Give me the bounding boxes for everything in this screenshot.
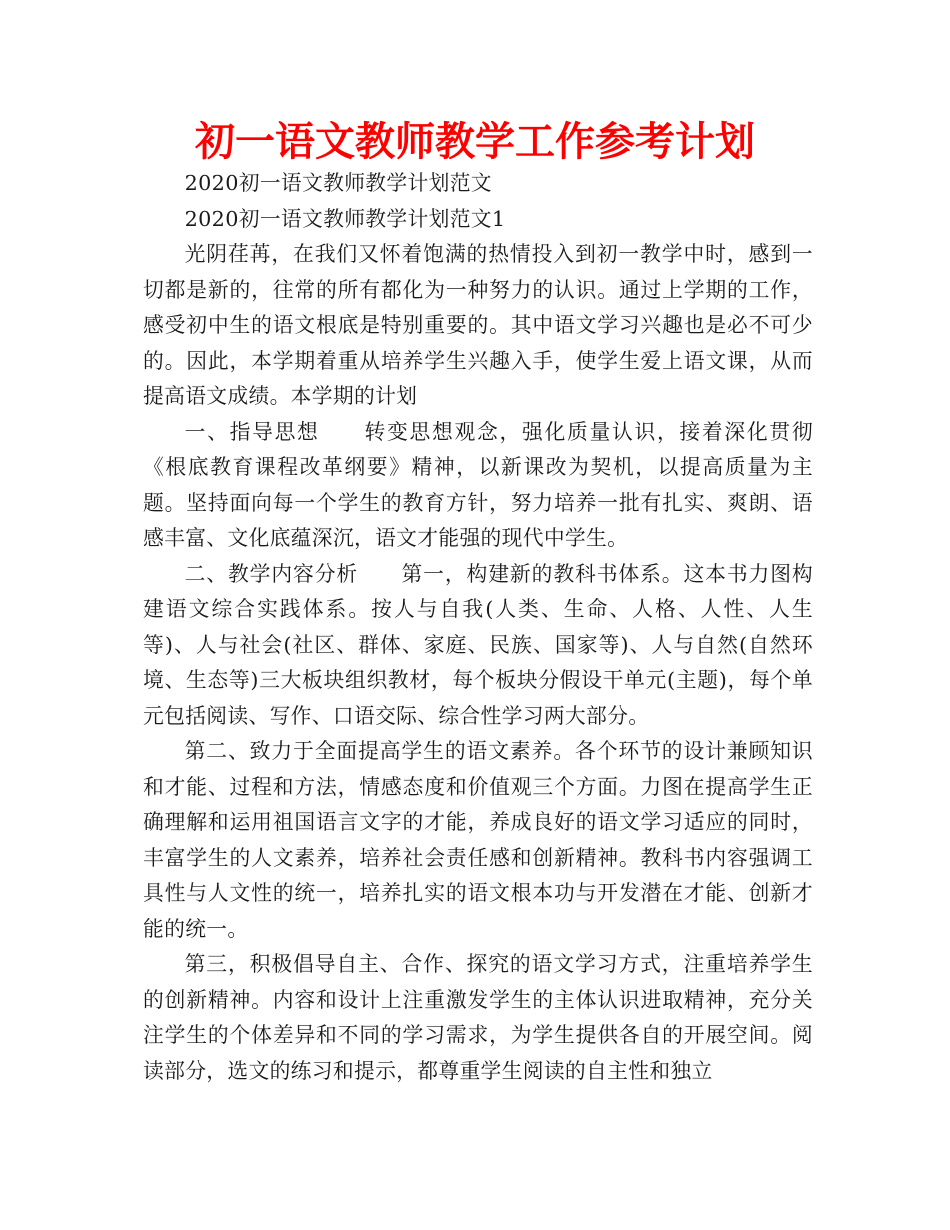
subtitle-line-1: 2020初一语文教师教学计划范文 xyxy=(184,171,492,195)
paragraph-third-point: 第三，积极倡导自主、合作、探究的语文学习方式，注重培养学生的创新精神。内容和设计上注重激发学生的主体认识进取精神，充分关注学生的个体差异和不同的学习需求，为学生提供各自的开展空间。阅读部分，选文的练习和提示，都尊重学生阅读的自主性和独立 xyxy=(143,952,813,1083)
paragraph-guiding-ideology: 一、指导思想 转变思想观念，强化质量认识，接着深化贯彻《根底教育课程改革纲要》精神，以新课改为契机，以提高质量为主题。坚持面向每一个学生的教育方针，努力培养一批有扎实、爽朗、语感丰富、文化底蕴深沉，语文才能强的现代中学生。 xyxy=(143,419,813,550)
subtitle-line-2: 2020初一语文教师教学计划范文1 xyxy=(184,206,506,231)
document-body xyxy=(143,166,813,1089)
paragraph-content-analysis: 二、教学内容分析 第一，构建新的教科书体系。这本书力图构建语文综合实践体系。按人与自我(人类、生命、人格、人性、人生等)、人与社会(社区、群体、家庭、民族、国家等)、人与自然(自然环境、生态等)三大板块组织教材，每个板块分假设干单元(主题)，每个单元包括阅读、写作、口语交际、综合性学习两大部分。 xyxy=(143,561,813,728)
document-title: 初一语文教师教学工作参考计划 xyxy=(195,118,755,165)
paragraph-second-point: 第二、致力于全面提高学生的语文素养。各个环节的设计兼顾知识和才能、过程和方法，情感态度和价值观三个方面。力图在提高学生正确理解和运用祖国语言文字的才能，养成良好的语文学习适应的同时，丰富学生的人文素养，培养社会责任感和创新精神。教科书内容强调工具性与人文性的统一，培养扎实的语文根本功与开发潜在才能、创新才能的统一。 xyxy=(143,739,813,941)
paragraph-intro: 光阴荏苒，在我们又怀着饱满的热情投入到初一教学中时，感到一切都是新的，往常的所有都化为一种努力的认识。通过上学期的工作，感受初中生的语文根底是特别重要的。其中语文学习兴趣也是必不可少的。因此，本学期着重从培养学生兴趣入手，使学生爱上语文课，从而提高语文成绩。本学期的计划 xyxy=(143,242,813,408)
